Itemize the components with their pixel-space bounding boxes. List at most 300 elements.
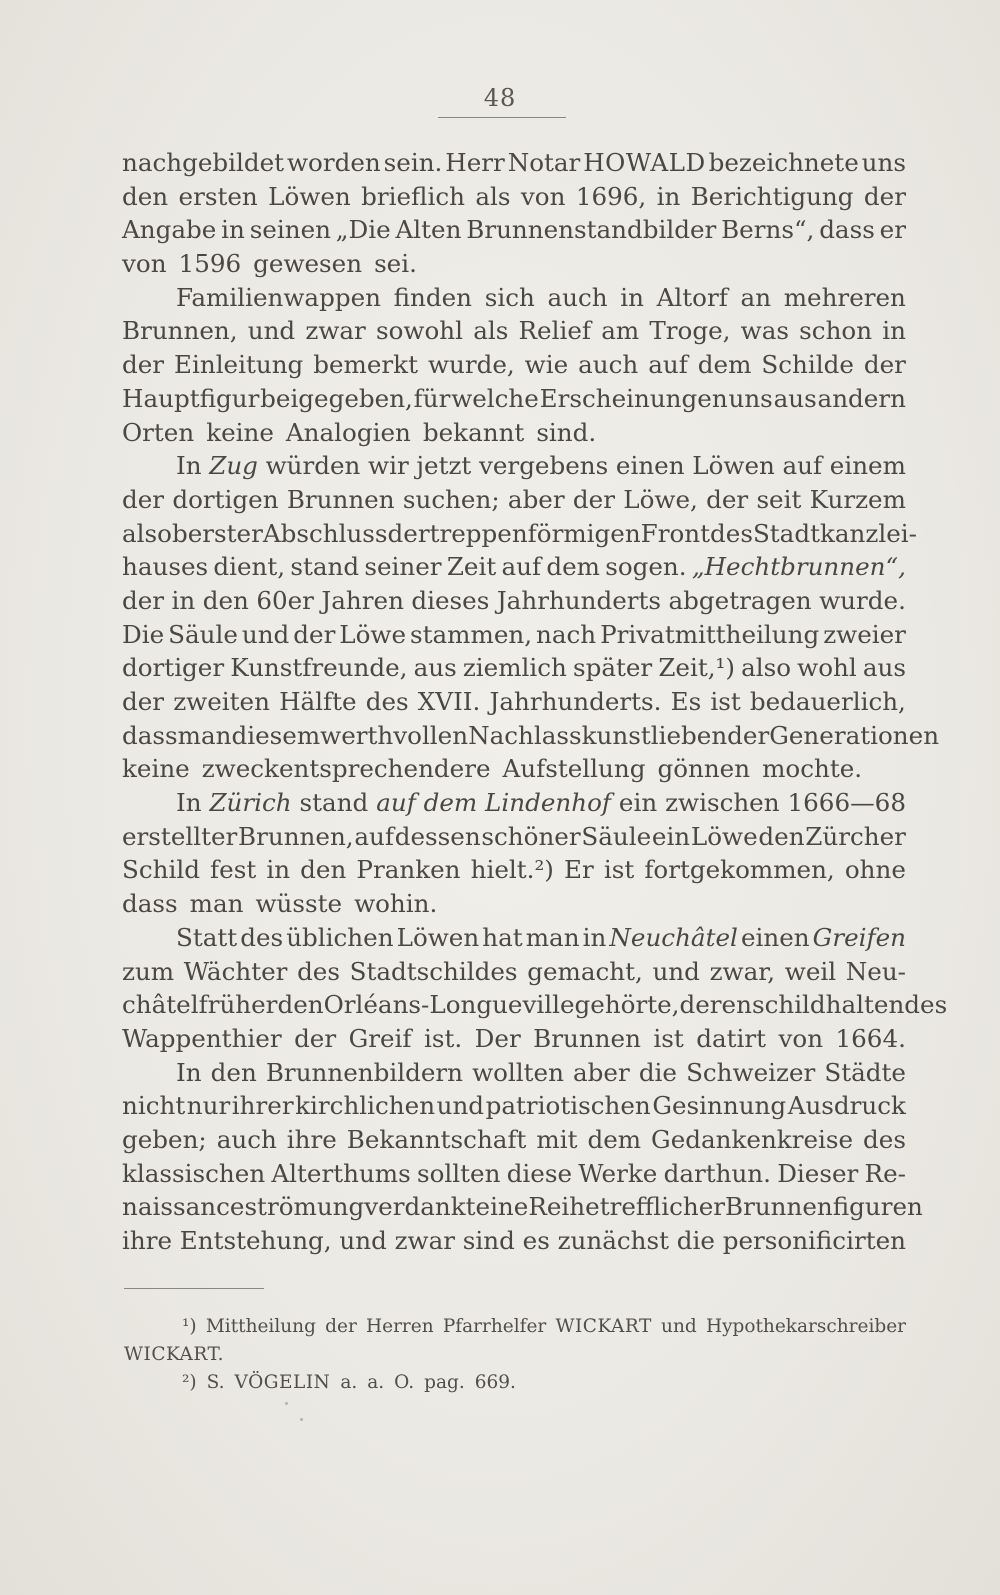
word: und [339, 1226, 387, 1255]
word: Stadtschildes [349, 956, 518, 986]
word: einen [740, 922, 810, 952]
word: zweiten [173, 687, 270, 716]
word: wohin. [354, 889, 438, 919]
word: schöner [481, 821, 581, 851]
word: Löwen [692, 451, 775, 481]
paper-speck [285, 1402, 288, 1405]
text-line [122, 1056, 906, 1090]
word: Abschluss [262, 518, 388, 548]
word: den [277, 990, 324, 1020]
word: diese [506, 1158, 573, 1188]
word: Löwen [268, 181, 351, 211]
word: zunächst [557, 1226, 670, 1255]
word: Die [122, 619, 165, 649]
word: Kurzem [809, 484, 906, 514]
word: 1664. [835, 1023, 906, 1053]
word: a. [340, 1372, 358, 1393]
word: eine [475, 1192, 529, 1222]
word: ihre [122, 1226, 173, 1255]
word: und [661, 1316, 697, 1337]
text-line [122, 820, 906, 854]
word: also [741, 653, 792, 683]
word: Statt [176, 922, 238, 952]
word: und [436, 1091, 485, 1121]
word: Nachlass [468, 720, 582, 750]
word: S. [206, 1372, 225, 1393]
word: Front [640, 518, 711, 548]
word: vergebens [478, 451, 609, 481]
word: dortigen [172, 484, 279, 514]
word: zwar [394, 1226, 456, 1255]
word: Brunnenstandbilder [466, 215, 717, 245]
word: Löwe [339, 619, 407, 649]
word: Relief [518, 316, 591, 346]
word: in [582, 922, 607, 952]
word: Notar [507, 148, 581, 177]
word: ihrer [231, 1091, 294, 1121]
word: Herr [445, 148, 505, 177]
header-rule [438, 117, 566, 118]
text-line [122, 618, 906, 652]
text-line [122, 1089, 906, 1123]
word: der [863, 181, 906, 211]
word: auf dem Lindenhof [376, 788, 611, 818]
word: bedauerlich, [749, 687, 906, 716]
word: Generationen [769, 720, 940, 750]
word: stand [290, 552, 360, 582]
word: aber [507, 484, 565, 514]
word: Wappenthier [122, 1023, 282, 1053]
word: in [620, 282, 644, 312]
word: aber [573, 1057, 630, 1087]
word: personificirten [722, 1226, 906, 1255]
word: Ausdruck [787, 1091, 906, 1121]
word: stammen, [410, 619, 533, 649]
word: Städte [824, 1057, 906, 1087]
word: in [221, 215, 245, 245]
word: dass [122, 720, 178, 750]
word: ¹) [182, 1316, 197, 1337]
word: der [293, 619, 336, 649]
word: der [122, 687, 165, 716]
word: ein [651, 821, 691, 851]
word: den [122, 181, 169, 211]
word: bezeichnete [708, 148, 859, 177]
word: gewesen [253, 249, 363, 279]
word: Zeit [446, 552, 497, 582]
word: In [176, 451, 202, 481]
word: hauses [122, 552, 209, 582]
word: Berns“, [721, 215, 815, 245]
word: Greif [348, 1023, 412, 1053]
word: der [122, 350, 165, 380]
word: auch [578, 350, 639, 380]
word: Neu- [845, 956, 906, 986]
word: sein. [383, 148, 443, 177]
word: die [676, 1226, 715, 1255]
word: zweckentsprechendere [201, 754, 491, 784]
word: keine [206, 417, 274, 447]
word: nach [536, 619, 597, 649]
word: Alterthums [271, 1158, 411, 1188]
text-line [122, 550, 906, 584]
word: üblichen [286, 922, 394, 952]
word: Kunstfreunde, [230, 653, 408, 683]
word: am [601, 316, 640, 346]
word: brieflich [361, 181, 465, 211]
word: gehörte, [574, 990, 680, 1020]
word: In [176, 1057, 202, 1087]
word: patriotischen [485, 1091, 651, 1121]
word: ist [653, 1023, 684, 1053]
word: wüsste [255, 889, 343, 919]
word: andern [817, 383, 906, 413]
word: als [475, 181, 511, 211]
word: „Die [335, 215, 391, 245]
word: Dieser [777, 1158, 859, 1188]
text-line [122, 1123, 906, 1157]
footnotes [124, 1313, 906, 1397]
word: Berichtigung [690, 181, 854, 211]
word: was [740, 316, 789, 346]
text-line [122, 416, 906, 450]
word: an [740, 282, 772, 312]
word: aus [862, 653, 906, 683]
page-number: 48 [483, 84, 517, 112]
word: Analogien [285, 417, 411, 447]
word: schildhaltendes [751, 990, 948, 1020]
word: Entstehung, [179, 1226, 332, 1255]
word: 669. [474, 1372, 516, 1393]
word: auf [354, 821, 394, 851]
word: 60er [256, 585, 314, 615]
word: später [572, 653, 653, 683]
word: einem [829, 451, 906, 481]
word: Säule [168, 619, 238, 649]
word: deren [679, 990, 752, 1020]
word: sogen. [605, 552, 687, 582]
word: der [122, 585, 165, 615]
word: sollten [417, 1158, 501, 1188]
word: den [202, 585, 249, 615]
text-line [122, 988, 948, 1022]
word: der [294, 1023, 337, 1053]
word: In [176, 788, 202, 818]
body-text [122, 146, 948, 1258]
word: Er [564, 855, 594, 885]
word: mit [536, 1124, 578, 1154]
text-line [122, 786, 906, 820]
word: zwar, [709, 956, 776, 986]
word: gönnen [657, 754, 751, 784]
word: diesem [231, 720, 321, 750]
word: Es [670, 687, 702, 716]
text-line [122, 180, 906, 214]
word: seit [756, 484, 802, 514]
word: Gesinnung [652, 1091, 787, 1121]
word: Schilde [761, 350, 854, 380]
word: seinen [249, 215, 331, 245]
word: VÖGELIN [234, 1372, 331, 1393]
word: bemerkt [313, 350, 418, 380]
word: zwar [305, 316, 366, 346]
word: der [387, 518, 430, 548]
word: XVII. [417, 687, 481, 716]
word: ist. [424, 1023, 463, 1053]
word: Aufstellung [502, 754, 646, 784]
word: wollten [472, 1057, 564, 1087]
word: sowohl [376, 316, 463, 346]
text-line [122, 449, 906, 483]
word: aus [773, 383, 817, 413]
word: dessen [394, 821, 481, 851]
word: sind. [536, 417, 597, 447]
word: hat [482, 922, 523, 952]
word: Pranken [356, 855, 461, 885]
word: nur [186, 1091, 231, 1121]
word: a. [367, 1372, 385, 1393]
word: wir [368, 451, 409, 481]
word: nicht [122, 1091, 186, 1121]
word: ²) [182, 1372, 197, 1393]
text-line [122, 955, 906, 989]
text-line [122, 213, 906, 247]
word: des [863, 1124, 906, 1154]
word: Zürcher [805, 821, 906, 851]
word: in [882, 316, 906, 346]
text-line [122, 281, 906, 315]
word: des [365, 687, 409, 716]
word: sich [484, 282, 535, 312]
text-line [122, 584, 906, 618]
word: Pfarrhelfer [442, 1316, 547, 1337]
word: auch [216, 1124, 277, 1154]
word: von [520, 181, 566, 211]
word: des [297, 956, 340, 986]
word: Jahren [321, 585, 404, 615]
word: 1666—68 [787, 788, 906, 818]
word: wurde, [427, 350, 515, 380]
word: dortiger [122, 653, 225, 683]
paper-speck [300, 1418, 303, 1421]
word: Brunnen [533, 1023, 641, 1053]
word: dient, [213, 552, 286, 582]
text-line [122, 651, 906, 685]
word: hielt.²) [470, 855, 554, 885]
word: HOWALD [583, 148, 706, 177]
word: den [210, 1057, 257, 1087]
word: finden [393, 282, 473, 312]
word: er [879, 215, 906, 245]
word: treppenförmigen [429, 518, 641, 548]
footnote-line [124, 1313, 906, 1341]
word: schon [799, 316, 873, 346]
word: sind [462, 1226, 515, 1255]
word: in [656, 181, 681, 211]
word: Brunnenbildern [265, 1057, 463, 1087]
word: würden [265, 451, 361, 481]
word: Schweizer [686, 1057, 816, 1087]
word: Zürich [209, 788, 292, 818]
word: Löwen [396, 922, 480, 952]
word: Wächter [183, 956, 288, 986]
word: Einleitung [174, 350, 304, 380]
text-line [122, 853, 906, 887]
word: Brunnen, [122, 316, 238, 346]
word: Greifen [812, 922, 906, 952]
word: nachgebildet [122, 148, 285, 177]
word: Zeit,¹) [658, 653, 735, 683]
word: fortgekommen, [644, 855, 835, 885]
word: dem [587, 1124, 642, 1154]
word: trefflicher [599, 1192, 726, 1222]
word: „Hechtbrunnen“, [691, 552, 906, 582]
word: als [473, 316, 509, 346]
text-line [122, 314, 906, 348]
text-line [122, 1157, 906, 1191]
word: wie [524, 350, 569, 380]
footnote-line [124, 1369, 906, 1397]
word: Altorf [656, 282, 728, 312]
word: ersten [178, 181, 258, 211]
word: einen [615, 451, 685, 481]
word: Brunnen [286, 484, 395, 514]
word: zweier [823, 619, 906, 649]
word: 1696, [575, 181, 647, 211]
word: zwischen [665, 788, 780, 818]
text-line [122, 752, 906, 786]
word: mehreren [783, 282, 906, 312]
word: werthvollen [320, 720, 469, 750]
word: erstellter [122, 821, 238, 851]
word: den [300, 855, 347, 885]
text-line [122, 483, 906, 517]
word: uns [728, 383, 773, 413]
word: gemacht, [527, 956, 643, 986]
text-line [122, 887, 906, 921]
word: ist [603, 855, 635, 885]
word: stand [299, 788, 369, 818]
word: abgetragen [668, 585, 812, 615]
word: Schild [122, 855, 200, 885]
word: die [638, 1057, 677, 1087]
word: der [706, 484, 749, 514]
word: als [122, 518, 158, 548]
text-line [122, 348, 906, 382]
word: Löwe [690, 821, 758, 851]
word: weil [784, 956, 837, 986]
word: der [325, 1316, 357, 1337]
word: geben; [122, 1124, 207, 1154]
word: der [863, 350, 906, 380]
word: Privatmittheilung [600, 619, 820, 649]
word: Alten [395, 215, 462, 245]
word: Gedankenkreise [651, 1124, 854, 1154]
word: in [266, 855, 291, 885]
word: darthun. [663, 1158, 771, 1188]
word: es [522, 1226, 550, 1255]
word: Erscheinungen [539, 383, 728, 413]
word: uns [861, 148, 906, 177]
text-line [122, 685, 906, 719]
word: klassischen [122, 1158, 266, 1188]
text-line [122, 247, 906, 281]
word: mochte. [762, 754, 863, 784]
word: welche [451, 383, 539, 413]
word: und [652, 956, 700, 986]
word: beigegeben, [260, 383, 413, 413]
word: Troge, [649, 316, 731, 346]
word: Hauptfigur [122, 383, 260, 413]
word: ist [710, 687, 741, 716]
word: ohne [844, 855, 906, 885]
word: man [525, 922, 580, 952]
word: aus [413, 653, 457, 683]
word: wohl [797, 653, 857, 683]
word: dem [697, 350, 752, 380]
word: Neuchâtel [609, 922, 738, 952]
word: man [189, 889, 244, 919]
word: dem [546, 552, 600, 582]
word: keine [122, 754, 190, 784]
word: jetzt [416, 451, 472, 481]
word: worden [286, 148, 381, 177]
word: von [778, 1023, 824, 1053]
word: dieses [411, 585, 490, 615]
word: auf [648, 350, 688, 380]
word: und [241, 619, 290, 649]
word: ihre [286, 1124, 337, 1154]
word: Jahrhunderts. [489, 687, 662, 716]
word: ziemlich [462, 653, 567, 683]
word: Orléans-Longueville [323, 990, 575, 1020]
footnote-rule [124, 1288, 264, 1289]
word: dass [819, 215, 875, 245]
word: für [413, 383, 451, 413]
word: auf [782, 451, 823, 481]
word: den [758, 821, 805, 851]
word: pag. [424, 1372, 465, 1393]
text-line [122, 1224, 906, 1258]
word: ein [618, 788, 658, 818]
word: wurde. [819, 585, 906, 615]
word: kunstliebender [581, 720, 770, 750]
word: WICKART. [124, 1344, 225, 1365]
word: Re- [864, 1158, 906, 1188]
word: Jahrhunderts [496, 585, 662, 615]
word: auf [501, 552, 542, 582]
word: Brunnenfiguren [725, 1192, 923, 1222]
word: Stadtkanzlei- [752, 518, 917, 548]
word: verdankt [364, 1192, 476, 1222]
text-line [122, 1190, 923, 1224]
word: der [122, 484, 165, 514]
text-line [122, 517, 917, 551]
word: früher [198, 990, 278, 1020]
text-line [122, 146, 906, 180]
word: des [710, 518, 753, 548]
word: Bekanntschaft [346, 1124, 527, 1154]
word: und [247, 316, 296, 346]
word: Zug [209, 451, 258, 481]
word: dass [122, 889, 178, 919]
word: Herren [366, 1316, 434, 1337]
word: Hypothekarschreiber [705, 1316, 906, 1337]
word: Angabe [122, 215, 217, 245]
word: Mittheilung [205, 1316, 316, 1337]
word: 1596 [178, 249, 242, 279]
word: kirchlichen [295, 1091, 436, 1121]
